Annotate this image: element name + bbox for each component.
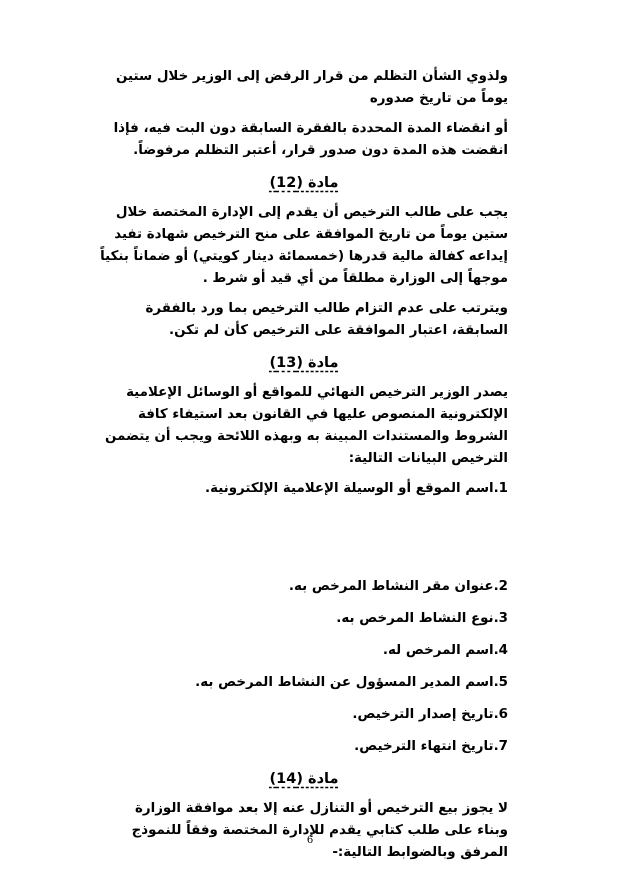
article-13-item-3: 3.نوع النشاط المرخص به. — [336, 611, 508, 626]
article-13-item-2: 2.عنوان مقر النشاط المرخص به. — [288, 579, 508, 594]
article-14-heading: مادة (14) — [269, 771, 339, 787]
page-number: 6 — [306, 835, 314, 846]
blank-gap — [100, 510, 508, 576]
article-13-item-5: 5.اسم المدير المسؤول عن النشاط المرخص به. — [195, 675, 508, 690]
article-13-intro: يصدر الوزير الترخيص النهائي للمواقع أو الوسائل الإعلامية الإلكترونية المنصوص عليها في القانون بعد استيفاء كافة الشروط والمستندات المبينة به وبهذه اللائحة ويجب أن يتضمن الترخيص البيانات التالية: — [105, 385, 508, 466]
paragraph-grievance: ولذوي الشأن التظلم من قرار الرفض إلى الوزير خلال ستين يوماً من تاريخ صدوره — [116, 69, 508, 106]
article-14-paragraph-1: لا يجوز بيع الترخيص أو التنازل عنه إلا بعد موافقة الوزارة وبناء على طلب كتابي يقدم للإدارة المختصة وفقاً للنموذج المرفق وبالضوابط التالية:- — [131, 801, 508, 860]
article-13-item-6: 6.تاريخ إصدار الترخيص. — [352, 707, 508, 722]
article-13-item-4: 4.اسم المرخص له. — [382, 643, 508, 658]
article-13-item-1: 1.اسم الموقع أو الوسيلة الإعلامية الإلكترونية. — [205, 481, 508, 496]
article-12-paragraph-2: ويترتب على عدم التزام طالب الترخيص بما ورد بالفقرة السابقة، اعتبار الموافقة على الترخيص كأن لم تكن. — [145, 301, 508, 338]
article-13-item-7: 7.تاريخ انتهاء الترخيص. — [354, 739, 508, 754]
article-13-heading: مادة (13) — [269, 355, 339, 371]
document-page — [100, 66, 508, 872]
paragraph-grievance-deadline: أو انقضاء المدة المحددة بالفقرة السابقة دون البت فيه، فإذا انقضت هذه المدة دون صدور قرار، أعتبر التظلم مرفوضاً. — [113, 121, 508, 158]
article-12-heading: مادة (12) — [269, 175, 339, 191]
article-12-paragraph-1: يجب على طالب الترخيص أن يقدم إلى الإدارة المختصة خلال ستين يوماً من تاريخ الموافقة على منح الترخيص شهادة تفيد إيداعه كفالة مالية قدرها (خمسمائة دينار كويتي) أو ضماناً بنكياً موجهاً إلى الوزارة مطلقاً من أي قيد أو شرط . — [100, 205, 508, 286]
